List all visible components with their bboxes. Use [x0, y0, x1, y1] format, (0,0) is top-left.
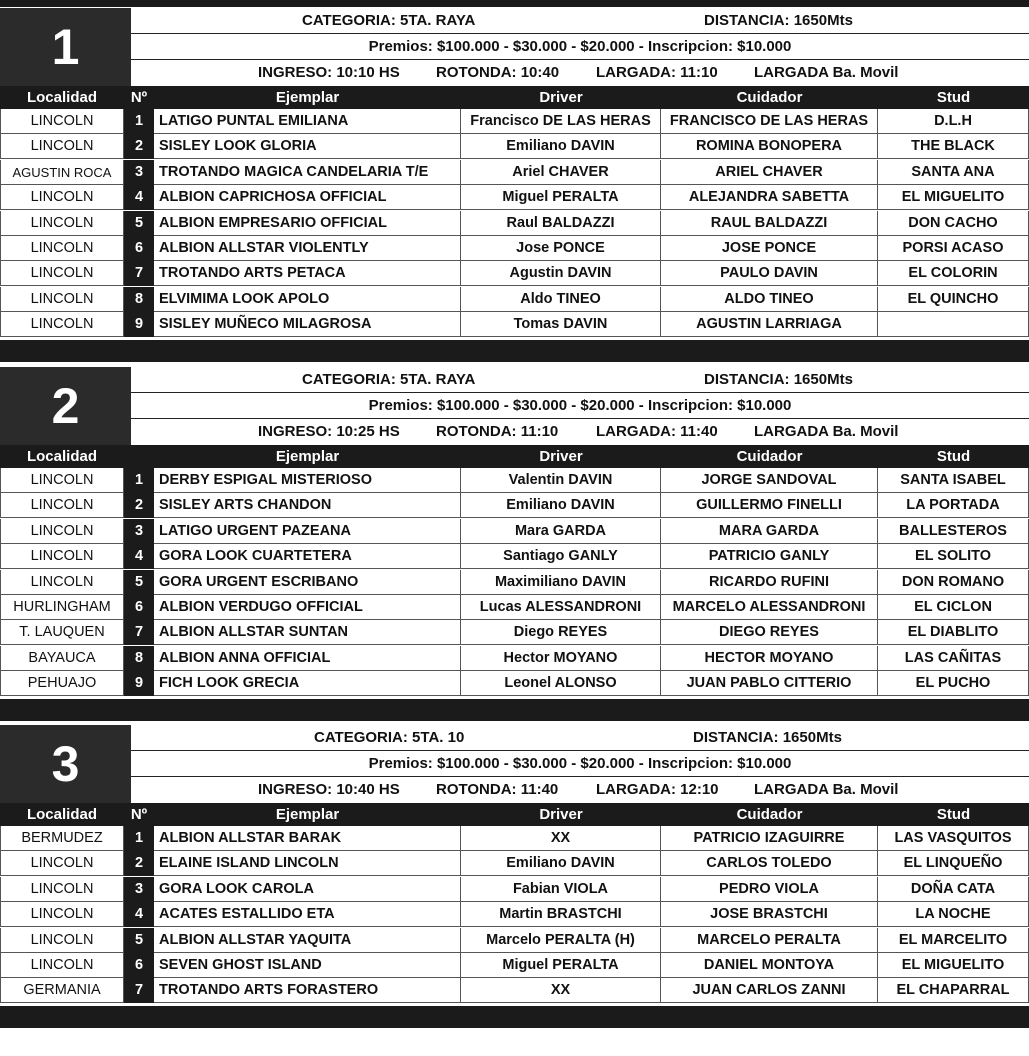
cuidador-cell: MARA GARDA — [661, 519, 878, 544]
number-cell: 3 — [124, 877, 154, 902]
premios: Premios: $100.000 - $30.000 - $20.000 - Inscripcion: $10.000 — [368, 38, 792, 55]
ejemplar-cell: SEVEN GHOST ISLAND — [154, 953, 461, 978]
localidad-cell: LINCOLN — [0, 519, 124, 544]
ejemplar-cell: GORA URGENT ESCRIBANO — [154, 570, 461, 595]
cuidador-cell: FRANCISCO DE LAS HERAS — [661, 109, 878, 134]
table-row — [0, 211, 1029, 236]
stud-cell: EL LINQUEÑO — [878, 851, 1029, 876]
table-row — [0, 826, 1029, 851]
cuidador-cell: AGUSTIN LARRIAGA — [661, 312, 878, 337]
table-row — [0, 646, 1029, 671]
cuidador-cell: ARIEL CHAVER — [661, 160, 878, 185]
race-header — [0, 367, 1029, 445]
number-cell: 4 — [124, 902, 154, 927]
race-info-line-2 — [131, 34, 1029, 60]
cuidador-cell: JOSE PONCE — [661, 236, 878, 261]
stud-cell: THE BLACK — [878, 134, 1029, 159]
driver-cell: Mara GARDA — [461, 519, 661, 544]
driver-cell: Raul BALDAZZI — [461, 211, 661, 236]
cuidador-cell: PATRICIO IZAGUIRRE — [661, 826, 878, 851]
stud-cell: EL COLORIN — [878, 261, 1029, 286]
driver-cell: Emiliano DAVIN — [461, 851, 661, 876]
table-row — [0, 978, 1029, 1003]
cuidador-cell: MARCELO PERALTA — [661, 928, 878, 953]
localidad-cell: LINCOLN — [0, 544, 124, 569]
race-info-line-1 — [131, 8, 1029, 34]
stud-cell: EL MARCELITO — [878, 928, 1029, 953]
race-separator — [0, 699, 1029, 721]
col-header-localidad: Localidad — [26, 89, 97, 106]
stud-cell: LAS VASQUITOS — [878, 826, 1029, 851]
driver-cell: Lucas ALESSANDRONI — [461, 595, 661, 620]
number-cell: 2 — [124, 493, 154, 518]
stud-cell: LA PORTADA — [878, 493, 1029, 518]
categoria: CATEGORIA: 5TA. RAYA — [302, 12, 476, 29]
cuidador-cell: PATRICIO GANLY — [661, 544, 878, 569]
cuidador-cell: JOSE BRASTCHI — [661, 902, 878, 927]
cuidador-cell: ROMINA BONOPERA — [661, 134, 878, 159]
ejemplar-cell: LATIGO URGENT PAZEANA — [154, 519, 461, 544]
cuidador-cell: DANIEL MONTOYA — [661, 953, 878, 978]
localidad-cell: LINCOLN — [0, 287, 124, 312]
number-cell: 4 — [124, 185, 154, 210]
race-info-line-1 — [131, 367, 1029, 393]
ejemplar-cell: ALBION ALLSTAR YAQUITA — [154, 928, 461, 953]
number-cell: 5 — [124, 570, 154, 595]
stud-cell: EL SOLITO — [878, 544, 1029, 569]
number-cell: 2 — [124, 134, 154, 159]
race-info-line-2 — [131, 751, 1029, 777]
cuidador-cell: ALDO TINEO — [661, 287, 878, 312]
col-header-localidad: Localidad — [26, 806, 97, 823]
number-cell: 1 — [124, 109, 154, 134]
table-row — [0, 109, 1029, 134]
localidad-cell: BAYAUCA — [0, 646, 124, 671]
ejemplar-cell: DERBY ESPIGAL MISTERIOSO — [154, 468, 461, 493]
col-header-localidad: Localidad — [26, 448, 97, 465]
stud-cell: PORSI ACASO — [878, 236, 1029, 261]
ejemplar-cell: ELAINE ISLAND LINCOLN — [154, 851, 461, 876]
stud-cell — [878, 312, 1029, 337]
driver-cell: Fabian VIOLA — [461, 877, 661, 902]
localidad-cell: LINCOLN — [0, 134, 124, 159]
stud-cell: EL QUINCHO — [878, 287, 1029, 312]
table-row — [0, 493, 1029, 518]
number-cell: 8 — [124, 287, 154, 312]
ejemplar-cell: ACATES ESTALLIDO ETA — [154, 902, 461, 927]
number-cell: 9 — [124, 312, 154, 337]
col-header-stud: Stud — [936, 448, 971, 465]
cuidador-cell: MARCELO ALESSANDRONI — [661, 595, 878, 620]
ingreso: INGRESO: 10:25 HS — [258, 423, 400, 440]
driver-cell: Santiago GANLY — [461, 544, 661, 569]
ejemplar-cell: GORA LOOK CUARTETERA — [154, 544, 461, 569]
driver-cell: Francisco DE LAS HERAS — [461, 109, 661, 134]
number-cell: 7 — [124, 978, 154, 1003]
table-row — [0, 468, 1029, 493]
stud-cell: DON CACHO — [878, 211, 1029, 236]
rotonda: ROTONDA: 11:40 — [436, 781, 559, 798]
table-row — [0, 160, 1029, 185]
stud-cell: LAS CAÑITAS — [878, 646, 1029, 671]
driver-cell: Emiliano DAVIN — [461, 493, 661, 518]
driver-cell: Martin BRASTCHI — [461, 902, 661, 927]
driver-cell: Jose PONCE — [461, 236, 661, 261]
race-number: 1 — [0, 8, 131, 86]
race-info-line-3 — [131, 60, 1029, 86]
col-header-stud: Stud — [936, 806, 971, 823]
stud-cell: SANTA ANA — [878, 160, 1029, 185]
number-cell: 5 — [124, 928, 154, 953]
ingreso: INGRESO: 10:10 HS — [258, 64, 400, 81]
stud-cell: EL DIABLITO — [878, 620, 1029, 645]
table-row — [0, 312, 1029, 337]
cuidador-cell: HECTOR MOYANO — [661, 646, 878, 671]
ejemplar-cell: LATIGO PUNTAL EMILIANA — [154, 109, 461, 134]
ejemplar-cell: TROTANDO MAGICA CANDELARIA T/E — [154, 160, 461, 185]
localidad-cell: T. LAUQUEN — [0, 620, 124, 645]
localidad-cell: AGUSTIN ROCA — [0, 160, 124, 185]
col-header-driver: Driver — [539, 806, 583, 823]
driver-cell: Aldo TINEO — [461, 287, 661, 312]
number-cell: 6 — [124, 953, 154, 978]
race-info-line-2 — [131, 393, 1029, 419]
number-cell: 2 — [124, 851, 154, 876]
stud-cell: SANTA ISABEL — [878, 468, 1029, 493]
ejemplar-cell: TROTANDO ARTS FORASTERO — [154, 978, 461, 1003]
table-row — [0, 595, 1029, 620]
driver-cell: Ariel CHAVER — [461, 160, 661, 185]
race-header — [0, 725, 1029, 803]
localidad-cell: GERMANIA — [0, 978, 124, 1003]
localidad-cell: LINCOLN — [0, 928, 124, 953]
col-header-stud: Stud — [936, 89, 971, 106]
stud-cell: EL CICLON — [878, 595, 1029, 620]
table-row — [0, 236, 1029, 261]
stud-cell: EL MIGUELITO — [878, 953, 1029, 978]
ejemplar-cell: ALBION CAPRICHOSA OFFICIAL — [154, 185, 461, 210]
cuidador-cell: DIEGO REYES — [661, 620, 878, 645]
cuidador-cell: JORGE SANDOVAL — [661, 468, 878, 493]
distancia: DISTANCIA: 1650Mts — [704, 371, 853, 388]
localidad-cell: PEHUAJO — [0, 671, 124, 696]
localidad-cell: LINCOLN — [0, 236, 124, 261]
largada-tipo: LARGADA Ba. Movil — [754, 64, 899, 81]
table-row — [0, 134, 1029, 159]
table-row — [0, 851, 1029, 876]
table-row — [0, 519, 1029, 544]
col-header-num: Nº — [130, 806, 148, 823]
table-row — [0, 877, 1029, 902]
ejemplar-cell: ALBION EMPRESARIO OFFICIAL — [154, 211, 461, 236]
ejemplar-cell: ALBION VERDUGO OFFICIAL — [154, 595, 461, 620]
cuidador-cell: JUAN PABLO CITTERIO — [661, 671, 878, 696]
ejemplar-cell: TROTANDO ARTS PETACA — [154, 261, 461, 286]
localidad-cell: BERMUDEZ — [0, 826, 124, 851]
premios: Premios: $100.000 - $30.000 - $20.000 - Inscripcion: $10.000 — [368, 397, 792, 414]
number-cell: 1 — [124, 826, 154, 851]
table-row — [0, 620, 1029, 645]
col-header-cuidador: Cuidador — [736, 806, 803, 823]
col-header-driver: Driver — [539, 89, 583, 106]
cuidador-cell: PEDRO VIOLA — [661, 877, 878, 902]
race-info-line-3 — [131, 419, 1029, 445]
number-cell: 7 — [124, 620, 154, 645]
table-row — [0, 570, 1029, 595]
top-bar — [0, 0, 1029, 7]
ejemplar-cell: ALBION ALLSTAR BARAK — [154, 826, 461, 851]
column-headers — [0, 86, 1029, 109]
stud-cell: EL PUCHO — [878, 671, 1029, 696]
stud-cell: BALLESTEROS — [878, 519, 1029, 544]
premios: Premios: $100.000 - $30.000 - $20.000 - Inscripcion: $10.000 — [368, 755, 792, 772]
race-info-line-3 — [131, 777, 1029, 803]
cuidador-cell: GUILLERMO FINELLI — [661, 493, 878, 518]
col-header-driver: Driver — [539, 448, 583, 465]
race-number: 2 — [0, 367, 131, 445]
table-row — [0, 671, 1029, 696]
stud-cell: LA NOCHE — [878, 902, 1029, 927]
column-headers — [0, 803, 1029, 826]
cuidador-cell: RAUL BALDAZZI — [661, 211, 878, 236]
number-cell: 3 — [124, 160, 154, 185]
cuidador-cell: ALEJANDRA SABETTA — [661, 185, 878, 210]
localidad-cell: HURLINGHAM — [0, 595, 124, 620]
ejemplar-cell: ALBION ANNA OFFICIAL — [154, 646, 461, 671]
col-header-cuidador: Cuidador — [736, 448, 803, 465]
number-cell: 6 — [124, 236, 154, 261]
number-cell: 6 — [124, 595, 154, 620]
driver-cell: Miguel PERALTA — [461, 953, 661, 978]
largada-tipo: LARGADA Ba. Movil — [754, 423, 899, 440]
localidad-cell: LINCOLN — [0, 261, 124, 286]
largada-tipo: LARGADA Ba. Movil — [754, 781, 899, 798]
col-header-ejemplar: Ejemplar — [275, 89, 340, 106]
table-row — [0, 185, 1029, 210]
driver-cell: Marcelo PERALTA (H) — [461, 928, 661, 953]
table-row — [0, 544, 1029, 569]
number-cell: 1 — [124, 468, 154, 493]
ingreso: INGRESO: 10:40 HS — [258, 781, 400, 798]
stud-cell: DON ROMANO — [878, 570, 1029, 595]
driver-cell: Diego REYES — [461, 620, 661, 645]
number-cell: 7 — [124, 261, 154, 286]
driver-cell: XX — [461, 826, 661, 851]
col-header-cuidador: Cuidador — [736, 89, 803, 106]
cuidador-cell: PAULO DAVIN — [661, 261, 878, 286]
driver-cell: Emiliano DAVIN — [461, 134, 661, 159]
race-separator — [0, 1006, 1029, 1028]
driver-cell: Agustin DAVIN — [461, 261, 661, 286]
col-header-ejemplar: Ejemplar — [275, 448, 340, 465]
driver-cell: Valentin DAVIN — [461, 468, 661, 493]
table-row — [0, 287, 1029, 312]
ejemplar-cell: ALBION ALLSTAR SUNTAN — [154, 620, 461, 645]
stud-cell: EL MIGUELITO — [878, 185, 1029, 210]
number-cell: 3 — [124, 519, 154, 544]
localidad-cell: LINCOLN — [0, 109, 124, 134]
driver-cell: Hector MOYANO — [461, 646, 661, 671]
categoria: CATEGORIA: 5TA. RAYA — [302, 371, 476, 388]
stud-cell: D.L.H — [878, 109, 1029, 134]
largada: LARGADA: 11:10 — [596, 64, 718, 81]
categoria: CATEGORIA: 5TA. 10 — [314, 729, 465, 746]
ejemplar-cell: FICH LOOK GRECIA — [154, 671, 461, 696]
localidad-cell: LINCOLN — [0, 493, 124, 518]
cuidador-cell: JUAN CARLOS ZANNI — [661, 978, 878, 1003]
localidad-cell: LINCOLN — [0, 312, 124, 337]
table-row — [0, 953, 1029, 978]
column-headers — [0, 445, 1029, 468]
driver-cell: Leonel ALONSO — [461, 671, 661, 696]
ejemplar-cell: GORA LOOK CAROLA — [154, 877, 461, 902]
race-info-line-1 — [131, 725, 1029, 751]
table-row — [0, 261, 1029, 286]
ejemplar-cell: ALBION ALLSTAR VIOLENTLY — [154, 236, 461, 261]
localidad-cell: LINCOLN — [0, 185, 124, 210]
driver-cell: Maximiliano DAVIN — [461, 570, 661, 595]
col-header-num: Nº — [130, 89, 148, 106]
ejemplar-cell: SISLEY ARTS CHANDON — [154, 493, 461, 518]
cuidador-cell: RICARDO RUFINI — [661, 570, 878, 595]
localidad-cell: LINCOLN — [0, 953, 124, 978]
localidad-cell: LINCOLN — [0, 877, 124, 902]
col-header-ejemplar: Ejemplar — [275, 806, 340, 823]
largada: LARGADA: 12:10 — [596, 781, 719, 798]
ejemplar-cell: SISLEY MUÑECO MILAGROSA — [154, 312, 461, 337]
largada: LARGADA: 11:40 — [596, 423, 718, 440]
table-row — [0, 902, 1029, 927]
driver-cell: Tomas DAVIN — [461, 312, 661, 337]
ejemplar-cell: ELVIMIMA LOOK APOLO — [154, 287, 461, 312]
localidad-cell: LINCOLN — [0, 570, 124, 595]
stud-cell: EL CHAPARRAL — [878, 978, 1029, 1003]
driver-cell: Miguel PERALTA — [461, 185, 661, 210]
ejemplar-cell: SISLEY LOOK GLORIA — [154, 134, 461, 159]
driver-cell: XX — [461, 978, 661, 1003]
number-cell: 9 — [124, 671, 154, 696]
stud-cell: DOÑA CATA — [878, 877, 1029, 902]
localidad-cell: LINCOLN — [0, 902, 124, 927]
rotonda: ROTONDA: 10:40 — [436, 64, 560, 81]
table-row — [0, 928, 1029, 953]
number-cell: 8 — [124, 646, 154, 671]
localidad-cell: LINCOLN — [0, 851, 124, 876]
number-cell: 4 — [124, 544, 154, 569]
localidad-cell: LINCOLN — [0, 211, 124, 236]
distancia: DISTANCIA: 1650Mts — [693, 729, 842, 746]
race-number: 3 — [0, 725, 131, 803]
rotonda: ROTONDA: 11:10 — [436, 423, 559, 440]
localidad-cell: LINCOLN — [0, 468, 124, 493]
distancia: DISTANCIA: 1650Mts — [704, 12, 853, 29]
cuidador-cell: CARLOS TOLEDO — [661, 851, 878, 876]
number-cell: 5 — [124, 211, 154, 236]
race-separator — [0, 340, 1029, 362]
race-header — [0, 8, 1029, 86]
